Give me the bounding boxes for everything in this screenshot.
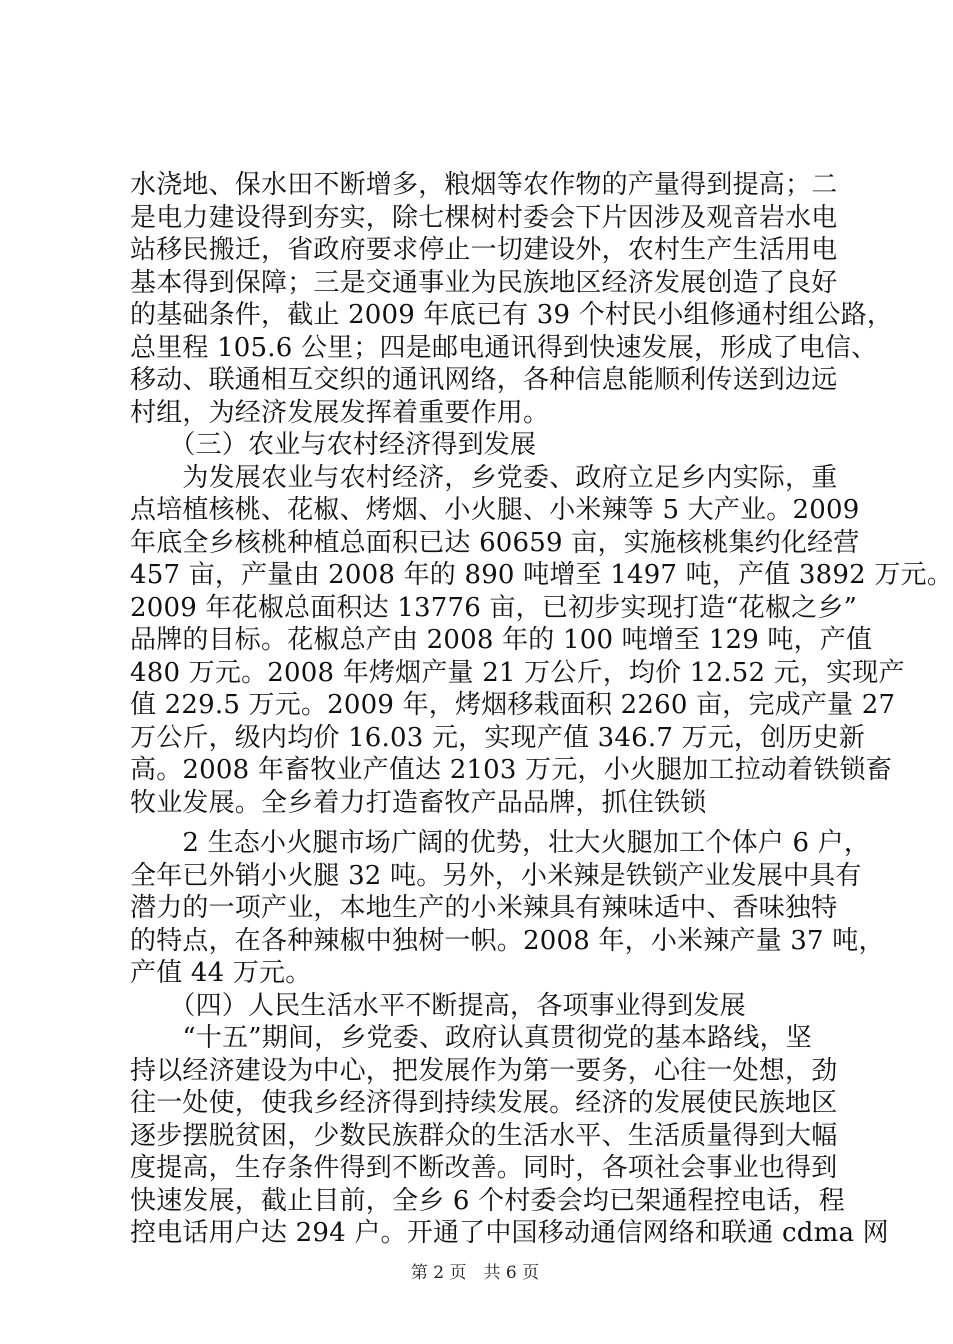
body-line: “十五”期间，乡党委、政府认真贯彻党的基本路线，坚: [130, 1023, 812, 1053]
body-line: 2009 年花椒总面积达 13776 亩，已初步实现打造“花椒之乡”: [130, 593, 858, 623]
page-footer: 第 2 页 共 6 页: [410, 1263, 540, 1283]
body-line: 持以经济建设为中心，把发展作为第一要务，心往一处想，劲: [130, 1056, 838, 1086]
section-heading: （三）农业与农村经济得到发展: [130, 430, 537, 460]
body-line: 480 万元。2008 年烤烟产量 21 万公斤，均价 12.52 元，实现产: [130, 658, 905, 688]
body-line: 站移民搬迁，省政府要求停止一切建设外，农村生产生活用电: [130, 235, 838, 265]
body-line: 总里程 105.6 公里；四是邮电通讯得到快速发展，形成了电信、: [130, 333, 878, 363]
body-line: 点培植核桃、花椒、烤烟、小火腿、小米辣等 5 大产业。2009: [130, 495, 860, 525]
body-line: 高。2008 年畜牧业产值达 2103 万元，小火腿加工拉动着铁锁畜: [130, 755, 892, 785]
body-line: 万公斤，级内均价 16.03 元，实现产值 346.7 万元，创历史新: [130, 723, 865, 753]
body-line: 逐步摆脱贫困，少数民族群众的生活水平、生活质量得到大幅: [130, 1121, 838, 1151]
body-line: 快速发展，截止目前，全乡 6 个村委会均已架通程控电话，程: [130, 1186, 845, 1216]
body-line: 年底全乡核桃种植总面积已达 60659 亩，实施核桃集约化经营: [130, 528, 860, 558]
body-line: 是电力建设得到夯实，除七棵树村委会下片因涉及观音岩水电: [130, 203, 838, 233]
body-line: 为发展农业与农村经济，乡党委、政府立足乡内实际，重: [130, 463, 838, 493]
body-line: 全年已外销小火腿 32 吨。另外，小米辣是铁锁产业发展中具有: [130, 861, 862, 891]
body-line: 控电话用户达 294 户。开通了中国移动通信网络和联通 cdma 网: [130, 1218, 889, 1248]
body-line: 牧业发展。全乡着力打造畜牧产品品牌，抓住铁锁: [130, 788, 707, 818]
body-line: 移动、联通相互交织的通讯网络，各种信息能顺利传送到边远: [130, 365, 838, 395]
body-line: 值 229.5 万元。2009 年，烤烟移栽面积 2260 亩，完成产量 27: [130, 690, 896, 720]
section-heading: （四）人民生活水平不断提高，各项事业得到发展: [130, 991, 746, 1021]
body-line: 基本得到保障；三是交通事业为民族地区经济发展创造了良好: [130, 268, 838, 298]
body-line: 产值 44 万元。: [130, 958, 312, 988]
body-line: 潜力的一项产业，本地生产的小米辣具有辣味适中、香味独特: [130, 893, 838, 923]
body-line: 村组，为经济发展发挥着重要作用。: [130, 398, 550, 428]
body-line: 水浇地、保水田不断增多，粮烟等农作物的产量得到提高；二: [130, 170, 838, 200]
body-line: 的特点，在各种辣椒中独树一帜。2008 年，小米辣产量 37 吨，: [130, 926, 885, 956]
body-line: 457 亩，产量由 2008 年的 890 吨增至 1497 吨，产值 3892 万元。: [130, 560, 953, 590]
body-line: 品牌的目标。花椒总产由 2008 年的 100 吨增至 129 吨，产值: [130, 625, 873, 655]
body-line: 的基础条件，截止 2009 年底已有 39 个村民小组修通村组公路，: [130, 300, 894, 330]
body-line: 度提高，生存条件得到不断改善。同时，各项社会事业也得到: [130, 1153, 838, 1183]
body-line: 2 生态小火腿市场广阔的优势，壮大火腿加工个体户 6 户，: [130, 828, 871, 858]
body-line: 往一处使，使我乡经济得到持续发展。经济的发展使民族地区: [130, 1088, 838, 1118]
